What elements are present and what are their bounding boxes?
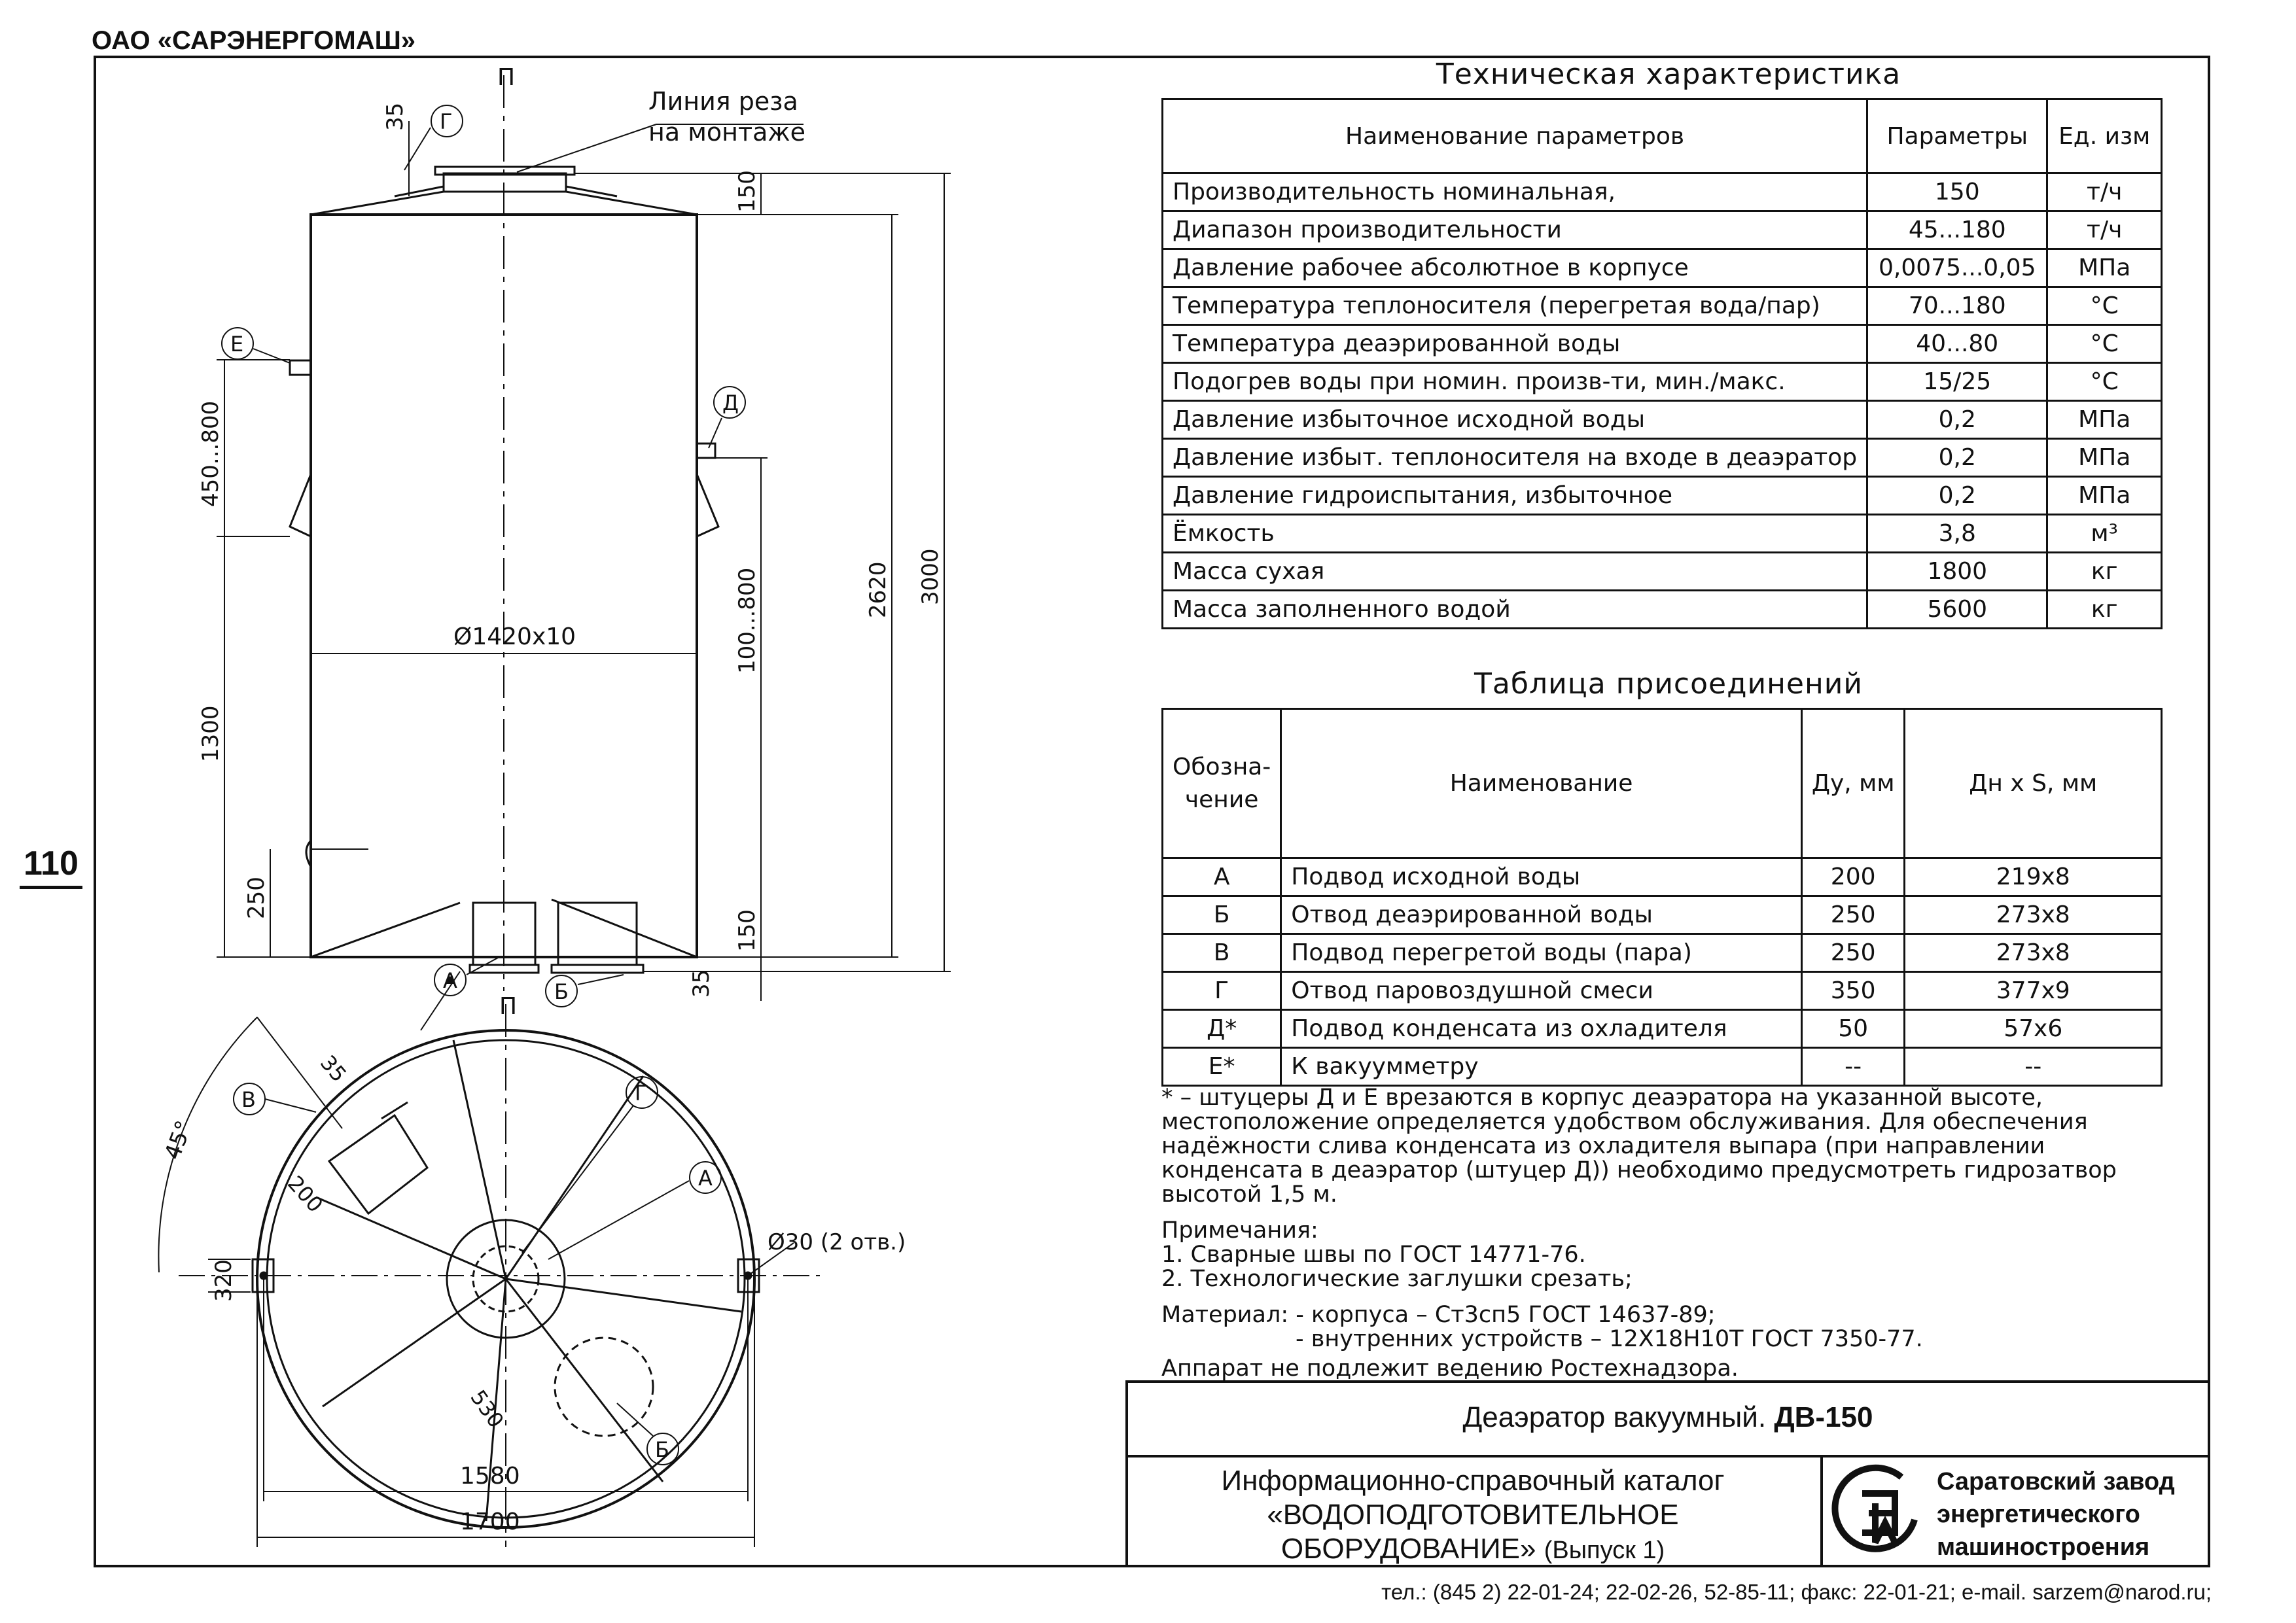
table-cell: 350 [1801,972,1905,1010]
table-cell: Подвод исходной воды [1281,858,1802,896]
table-cell: 5600 [1867,591,2047,629]
table-cell: Подвод перегретой воды (пара) [1281,934,1802,972]
table-cell: Ёмкость [1163,515,1867,553]
conn-title: Таблица присоединений [1474,667,1863,701]
table-cell: 377х9 [1905,972,2162,1010]
table-row [1163,439,2162,477]
dim-45deg: 45° [159,1117,198,1164]
table-cell: 3,8 [1867,515,2047,553]
material-1: Материал: - корпуса – Ст3сп5 ГОСТ 14637-89; [1161,1302,1716,1328]
table-row [1163,477,2162,515]
technical-drawing [94,56,1114,1560]
dim-35-bot: 35 [688,969,715,998]
table-cell: Подогрев воды при номин. произв-ти, мин./макс. [1163,363,1867,401]
table-cell: МПа [2047,401,2162,439]
tech-title: Техническая характеристика [1436,58,1901,91]
table-cell: 0,0075...0,05 [1867,249,2047,287]
dim-150-bot: 150 [734,909,760,952]
product-prefix: Деаэратор вакуумный. [1462,1401,1767,1433]
plan-view [158,993,906,1547]
table-cell: Температура теплоносителя (перегретая вода/пар) [1163,287,1867,325]
dim-320: 320 [211,1259,237,1302]
table-cell: 273х8 [1905,934,2162,972]
table-cell: °C [2047,287,2162,325]
table-cell: Масса заполненного водой [1163,591,1867,629]
tech-header: Ед. изм [2047,99,2162,173]
svg-text:Г: Г [635,1081,648,1106]
catalog-info [1125,1457,1820,1567]
table-cell: -- [1801,1048,1905,1086]
table-cell: 200 [1801,858,1905,896]
axis-label-plan: П [499,993,518,1020]
svg-text:Д: Д [722,391,739,415]
table-row [1163,401,2162,439]
table-cell: 50 [1801,1010,1905,1048]
svg-text:А: А [443,968,457,993]
tech-header: Параметры [1867,99,2047,173]
remark-1: 1. Сварные швы по ГОСТ 14771-76. [1161,1242,1586,1268]
contacts: тел.: (845 2) 22-01-24; 22-02-26, 52-85-11; факс: 22-01-21; e-mail. sarzem@narod.ru; [1381,1580,2212,1604]
axis-label: П [497,64,516,91]
svg-text:Е: Е [230,332,244,357]
table-cell: А [1163,858,1281,896]
cut-line-label-1: Линия реза [648,87,798,116]
table-cell: Давление избыт. теплоносителя на входе в деаэратор [1163,439,1867,477]
factory-logo-icon [1823,1457,1934,1567]
remarks-title: Примечания: [1161,1217,1318,1244]
table-cell: Подвод конденсата из охладителя [1281,1010,1802,1048]
front-view [198,64,951,1030]
table-cell: 45...180 [1867,211,2047,249]
table-cell: 219х8 [1905,858,2162,896]
page-number: 110 [20,844,82,889]
table-cell: °C [2047,325,2162,363]
table-cell: 0,2 [1867,401,2047,439]
table-cell: Е* [1163,1048,1281,1086]
conn-header: Ду, мм [1801,709,1905,858]
table-cell: Давление рабочее абсолютное в корпусе [1163,249,1867,287]
connections-table [1161,708,2163,1087]
holes-label: Ø30 (2 отв.) [768,1229,906,1255]
table-cell: Отвод паровоздушной смеси [1281,972,1802,1010]
table-cell: 57х6 [1905,1010,2162,1048]
table-cell: кг [2047,553,2162,591]
table-cell: т/ч [2047,173,2162,211]
table-cell: -- [1905,1048,2162,1086]
table-cell: 40...80 [1867,325,2047,363]
svg-text:Б: Б [655,1437,669,1462]
table-row [1163,287,2162,325]
svg-text:Г: Г [440,109,453,134]
front-markers [222,102,745,1007]
catalog-line-3: ОБОРУДОВАНИЕ» [1280,1533,1536,1565]
table-cell: Температура деаэрированной воды [1163,325,1867,363]
table-cell: МПа [2047,477,2162,515]
rostekh-note: Аппарат не подлежит ведению Ростехнадзора. [1161,1355,1739,1382]
table-cell: Масса сухая [1163,553,1867,591]
table-row [1163,1048,2162,1086]
table-cell: Давление гидроиспытания, избыточное [1163,477,1867,515]
dim-35-top: 35 [382,102,408,131]
footnote: * – штуцеры Д и Е врезаются в корпус деаэратора на указанной высоте, местоположение определяется удобством обслуживания. Для обеспечения надёжности слива конденсата из охладителя выпара (при направлении конденсата в деаэратор (штуцер Д)) необходимо предусмотреть гидрозатвор высотой 1,5 м. [1161,1085,2117,1208]
table-cell: 15/25 [1867,363,2047,401]
table-cell: т/ч [2047,211,2162,249]
table-row [1163,211,2162,249]
notes-block [1161,1086,2176,1381]
table-row [1163,173,2162,211]
table-cell: МПа [2047,249,2162,287]
material-2: - внутренних устройств – 12Х18Н10Т ГОСТ 7350-77. [1296,1326,1923,1352]
table-cell: 70...180 [1867,287,2047,325]
catalog-line-2: «ВОДОПОДГОТОВИТЕЛЬНОЕ [1267,1499,1679,1531]
table-cell: кг [2047,591,2162,629]
dim-530: 530 [465,1385,509,1433]
table-cell: К вакуумметру [1281,1048,1802,1086]
tech-header: Наименование параметров [1163,99,1867,173]
table-cell: Производительность номинальная, [1163,173,1867,211]
table-cell: 250 [1801,896,1905,934]
table-row [1163,249,2162,287]
catalog-line-1: Информационно-справочный каталог [1221,1465,1725,1497]
dim-150-top: 150 [734,170,760,213]
tech-table [1161,98,2163,629]
table-cell: °C [2047,363,2162,401]
svg-text:В: В [241,1087,256,1112]
product-code: ДВ-150 [1774,1401,1873,1433]
dim-1580: 1580 [460,1463,520,1490]
cut-line-label-2: на монтаже [648,118,806,147]
table-row [1163,553,2162,591]
table-cell: 0,2 [1867,439,2047,477]
table-row [1163,972,2162,1010]
table-row [1163,896,2162,934]
dim-1300: 1300 [198,705,224,762]
factory-name: Саратовский завод энергетического машиностроения [1937,1468,2175,1561]
remark-2: 2. Технологические заглушки срезать; [1161,1266,1633,1292]
table-cell: Давление избыточное исходной воды [1163,401,1867,439]
dim-200: 200 [283,1170,328,1217]
table-row [1163,934,2162,972]
dim-3000: 3000 [917,548,944,605]
conn-header: Дн х S, мм [1905,709,2162,858]
catalog-issue: (Выпуск 1) [1544,1537,1665,1564]
table-cell: 273х8 [1905,896,2162,934]
company-name: ОАО «САРЭНЕРГОМАШ» [92,26,416,55]
dim-1700: 1700 [460,1509,520,1535]
dim-250: 250 [243,877,270,919]
table-cell: Б [1163,896,1281,934]
dim-2620: 2620 [865,561,891,618]
table-cell: м³ [2047,515,2162,553]
table-cell: Диапазон производительности [1163,211,1867,249]
table-row [1163,858,2162,896]
table-row [1163,1010,2162,1048]
conn-header: Обозна- чение [1163,709,1281,858]
svg-text:Б: Б [554,979,569,1004]
table-row [1163,363,2162,401]
table-cell: 0,2 [1867,477,2047,515]
dim-35-plan: 35 [315,1050,352,1087]
table-cell: Д* [1163,1010,1281,1048]
table-row [1163,515,2162,553]
table-cell: 250 [1801,934,1905,972]
conn-header: Наименование [1281,709,1802,858]
product-name [1125,1380,2210,1457]
table-cell: Г [1163,972,1281,1010]
table-cell: В [1163,934,1281,972]
table-row [1163,591,2162,629]
svg-text:А: А [698,1166,713,1191]
table-cell: 150 [1867,173,2047,211]
table-row [1163,325,2162,363]
diameter-label: Ø1420x10 [453,623,576,650]
table-cell: МПа [2047,439,2162,477]
table-cell: Отвод деаэрированной воды [1281,896,1802,934]
dim-100-800: 100...800 [734,567,760,674]
table-cell: 1800 [1867,553,2047,591]
dim-450-800: 450...800 [198,400,224,507]
